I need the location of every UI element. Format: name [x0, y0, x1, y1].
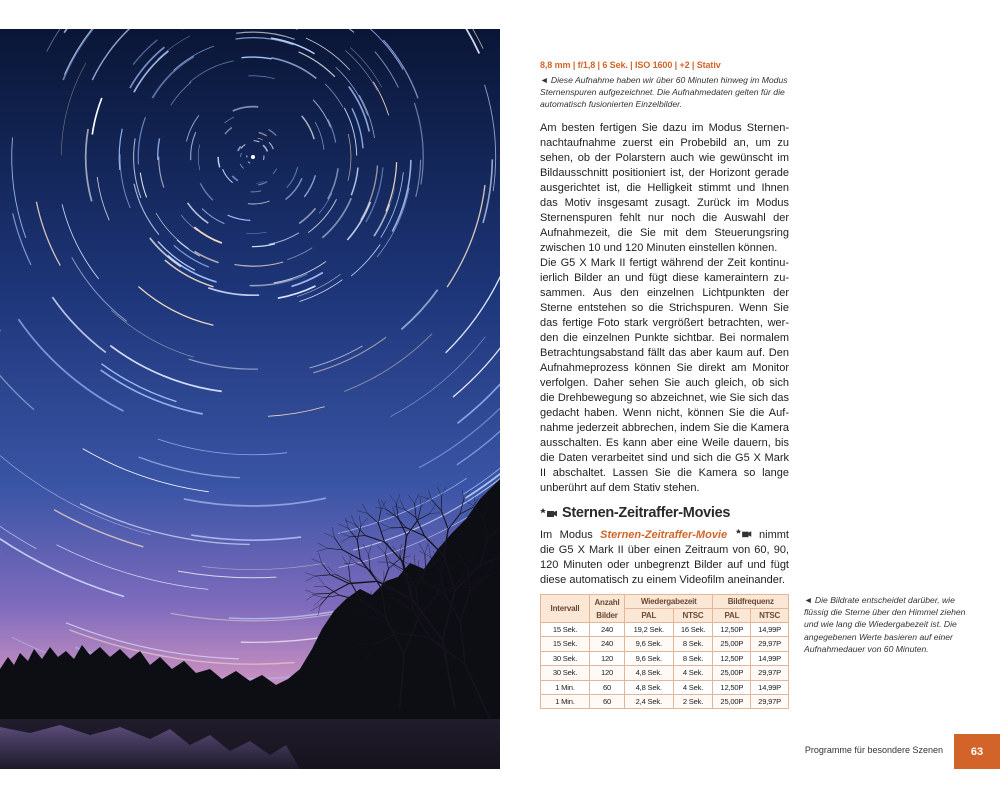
star-trails-photo	[0, 29, 500, 769]
table-cell: 120	[590, 651, 625, 665]
table-cell: 4 Sek.	[673, 680, 713, 694]
table-cell: 9,6 Sek.	[625, 637, 674, 651]
caption-arrow-icon: ◄	[540, 75, 549, 85]
polaris	[251, 155, 255, 159]
table-cell: 12,50P	[713, 680, 751, 694]
p3-after: nimmt die G5 X Mark II über einen Zeitraum von 60, 90, 120 Minuten oder unbegrenzt Bilder auf und fügt diese automatisch zu einem Videofilm aneinander.	[540, 529, 789, 586]
table-cell: 2,4 Sek.	[625, 695, 674, 709]
p3-before: Im Modus	[540, 529, 593, 541]
page-number: 63	[954, 734, 1000, 769]
header-interval: Intervall	[541, 595, 590, 623]
table-cell: 29,97P	[751, 637, 789, 651]
footer-section-title: Programme für besondere Szenen	[804, 745, 943, 755]
table-cell: 14,99P	[751, 623, 789, 637]
table-cell: 29,97P	[751, 695, 789, 709]
table-cell: 1 Min.	[541, 680, 590, 694]
table-cell: 12,50P	[713, 623, 751, 637]
table-cell: 1 Min.	[541, 695, 590, 709]
caption-text: Diese Aufnahme haben wir über 60 Minuten hinweg im Modus Sternenspuren aufgezeichnet. Die Aufnahmedaten gelten für die automatisch fusionierten Einzelbilder.	[540, 75, 788, 109]
table-cell: 14,99P	[751, 651, 789, 665]
table-cell: 30 Sek.	[541, 666, 590, 680]
photo-caption	[540, 74, 790, 110]
section-heading	[540, 505, 790, 521]
table-cell: 8 Sek.	[673, 637, 713, 651]
table-row	[541, 623, 789, 637]
header-pal: PAL	[625, 609, 674, 623]
header-ntsc: NTSC	[673, 609, 713, 623]
table-cell: 25,00P	[713, 695, 751, 709]
table-cell: 120	[590, 666, 625, 680]
caption-arrow-icon: ◄	[804, 595, 813, 605]
table-caption	[804, 594, 976, 655]
table-row	[541, 666, 789, 680]
paragraph-1: Am besten fertigen Sie dazu im Modus Sternennachtaufnahme zuerst ein Probebild an, um zu sehen, ob der Polarstern auch wie gewünscht im Bildausschnitt positioniert ist, der Horizont gerade ausgerichtet ist, die Helligkeit stimmt und Ihnen das Motiv insgesamt zusagt. Zurück im Modus Sternenspuren fehlt nur noch die Auswahl der Aufnahmezeit, die Sie mit dem Steuerungsring zwischen 10 und 120 Minuten einstellen können.	[540, 122, 789, 254]
table-cell: 2 Sek.	[673, 695, 713, 709]
table-cell: 15 Sek.	[541, 623, 590, 637]
table-cell: 15 Sek.	[541, 637, 590, 651]
table-row	[541, 651, 789, 665]
section-heading-text: Sternen-Zeitraffer-Movies	[562, 505, 731, 521]
paragraph-3	[540, 528, 789, 588]
header-framerate: Bildfrequenz	[713, 595, 789, 609]
table-cell: 4,8 Sek.	[625, 680, 674, 694]
table-cell: 240	[590, 637, 625, 651]
timelapse-table	[540, 594, 789, 709]
exif-data: 8,8 mm | f/1,8 | 6 Sek. | ISO 1600 | +2 | Stativ	[540, 60, 721, 70]
table-cell: 19,2 Sek.	[625, 623, 674, 637]
table-cell: 4 Sek.	[673, 666, 713, 680]
star-timelapse-icon	[540, 507, 557, 519]
tree-branch	[375, 598, 393, 599]
table-cell: 12,50P	[713, 651, 751, 665]
star-timelapse-icon	[735, 528, 752, 539]
header-count: Anzahl Bilder	[590, 595, 625, 623]
table-cell: 4,8 Sek.	[625, 666, 674, 680]
table-cell: 60	[590, 695, 625, 709]
table-row	[541, 680, 789, 694]
table-cell: 240	[590, 623, 625, 637]
paragraph-2: Die G5 X Mark II fertigt während der Zeit kontinuierlich Bilder an und fügt diese kameraintern zusammen. Aus den einzelnen Lichtpunkten der Sterne entstehen so die Strichspuren. Wenn Sie das fertige Foto stark vergrößert betrachten, werden die einzelnen Punkte sichtbar. Bei normalem Betrachtungsabstand fällt das aber kaum auf. Den Aufnahmeprozess können Sie direkt am Monitor verfolgen. Daher sehen Sie auch gleich, ob sich die Drehbewegung so abzeichnet, wie Sie sich das gedacht haben. Wenn nicht, können Sie die Aufnahme jederzeit abbrechen, indem Sie die Kamera ausschalten. Es kann aber eine Weile dauern, bis die Daten verarbeitet sind und sich die G5 X Mark II abschaltet. Lassen Sie die Kamera so lange unberührt auf dem Stativ stehen.	[540, 257, 789, 494]
table-cell: 9,6 Sek.	[625, 651, 674, 665]
table-cell: 14,99P	[751, 680, 789, 694]
header-pal: PAL	[713, 609, 751, 623]
table-cell: 30 Sek.	[541, 651, 590, 665]
table-row	[541, 695, 789, 709]
table-cell: 25,00P	[713, 666, 751, 680]
mode-name: Sternen-Zeitraffer-Movie	[600, 529, 728, 541]
header-playback: Wiedergabezeit	[625, 595, 713, 609]
table-cell: 25,00P	[713, 637, 751, 651]
table-row	[541, 637, 789, 651]
table-cell: 29,97P	[751, 666, 789, 680]
table-cell: 8 Sek.	[673, 651, 713, 665]
table-caption-text: Die Bildrate entscheidet darüber, wie flüssig die Sterne über den Himmel ziehen und wie lang die Wiedergabezeit ist. Die angegebenen Werte basieren auf einer Aufnahmedauer von 60 Minuten.	[804, 595, 966, 654]
table-cell: 16 Sek.	[673, 623, 713, 637]
header-ntsc: NTSC	[751, 609, 789, 623]
table-cell: 60	[590, 680, 625, 694]
